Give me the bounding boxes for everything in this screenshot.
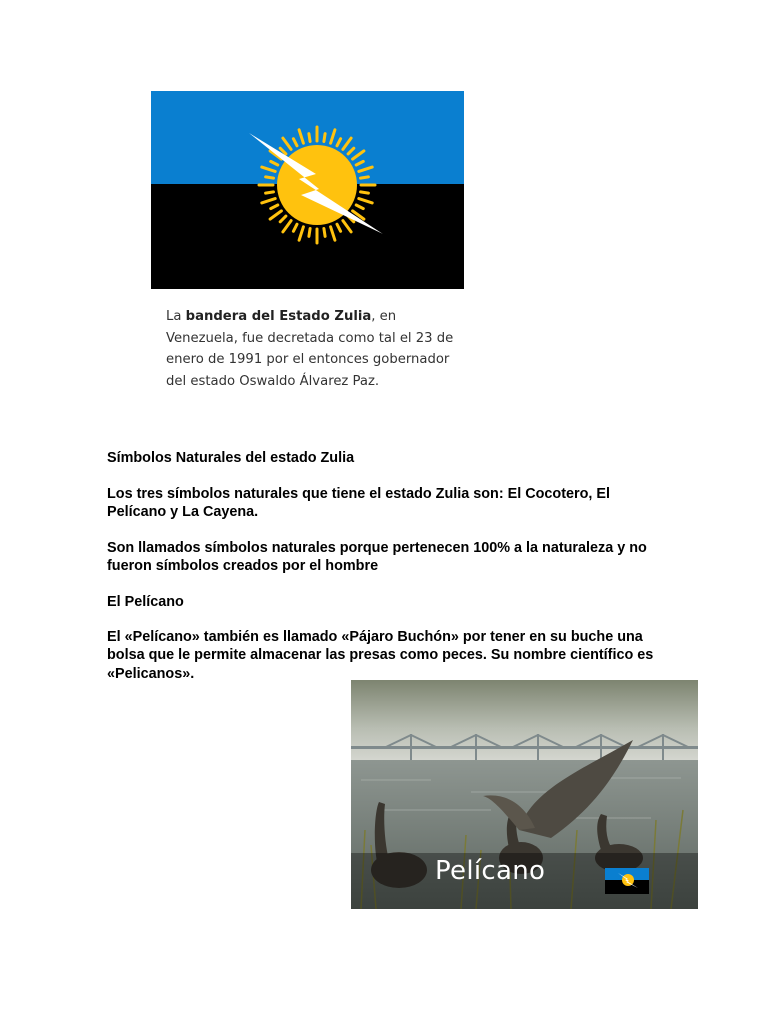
- paragraph-natural: Son llamados símbolos naturales porque pertenecen 100% a la naturaleza y no fueron símbolos creados por el hombre: [107, 540, 647, 575]
- sun-ray: [324, 134, 325, 142]
- caption-bold: bandera del Estado Zulia: [185, 309, 372, 324]
- sun-ray: [266, 177, 274, 178]
- sun-ray: [309, 229, 310, 237]
- sun-ray: [324, 229, 325, 237]
- zulia-flag-icon: [151, 91, 464, 289]
- heading: Símbolos Naturales del estado Zulia: [107, 450, 355, 466]
- paragraph-symbols: Los tres símbolos naturales que tiene el estado Zulia son: El Cocotero, El Pelícano y La Cayena.: [107, 486, 610, 521]
- sun-ray: [361, 192, 369, 193]
- section-title: El Pelícano: [107, 594, 184, 610]
- zulia-mini-flag-icon: [605, 868, 649, 894]
- caption-lead: La: [166, 309, 186, 324]
- sun-ray: [361, 177, 369, 178]
- zulia-flag-image: [151, 91, 464, 289]
- pelican-paragraph: El «Pelícano» también es llamado «Pájaro Buchón» por tener en su buche una bolsa que le permite almacenar las presas como peces. Su nombre científico es «Pelicanos».: [107, 629, 654, 682]
- caption-rest: , en Venezuela, fue decretada como tal el 23 de enero de 1991 por el entonces gobernador del estado Oswaldo Álvarez Paz.: [166, 309, 454, 389]
- sun-ray: [266, 192, 274, 193]
- pelican-photo: [351, 680, 698, 909]
- sun-ray: [309, 134, 310, 142]
- photo-label: Pelícano: [435, 856, 546, 886]
- flag-caption: [166, 306, 466, 392]
